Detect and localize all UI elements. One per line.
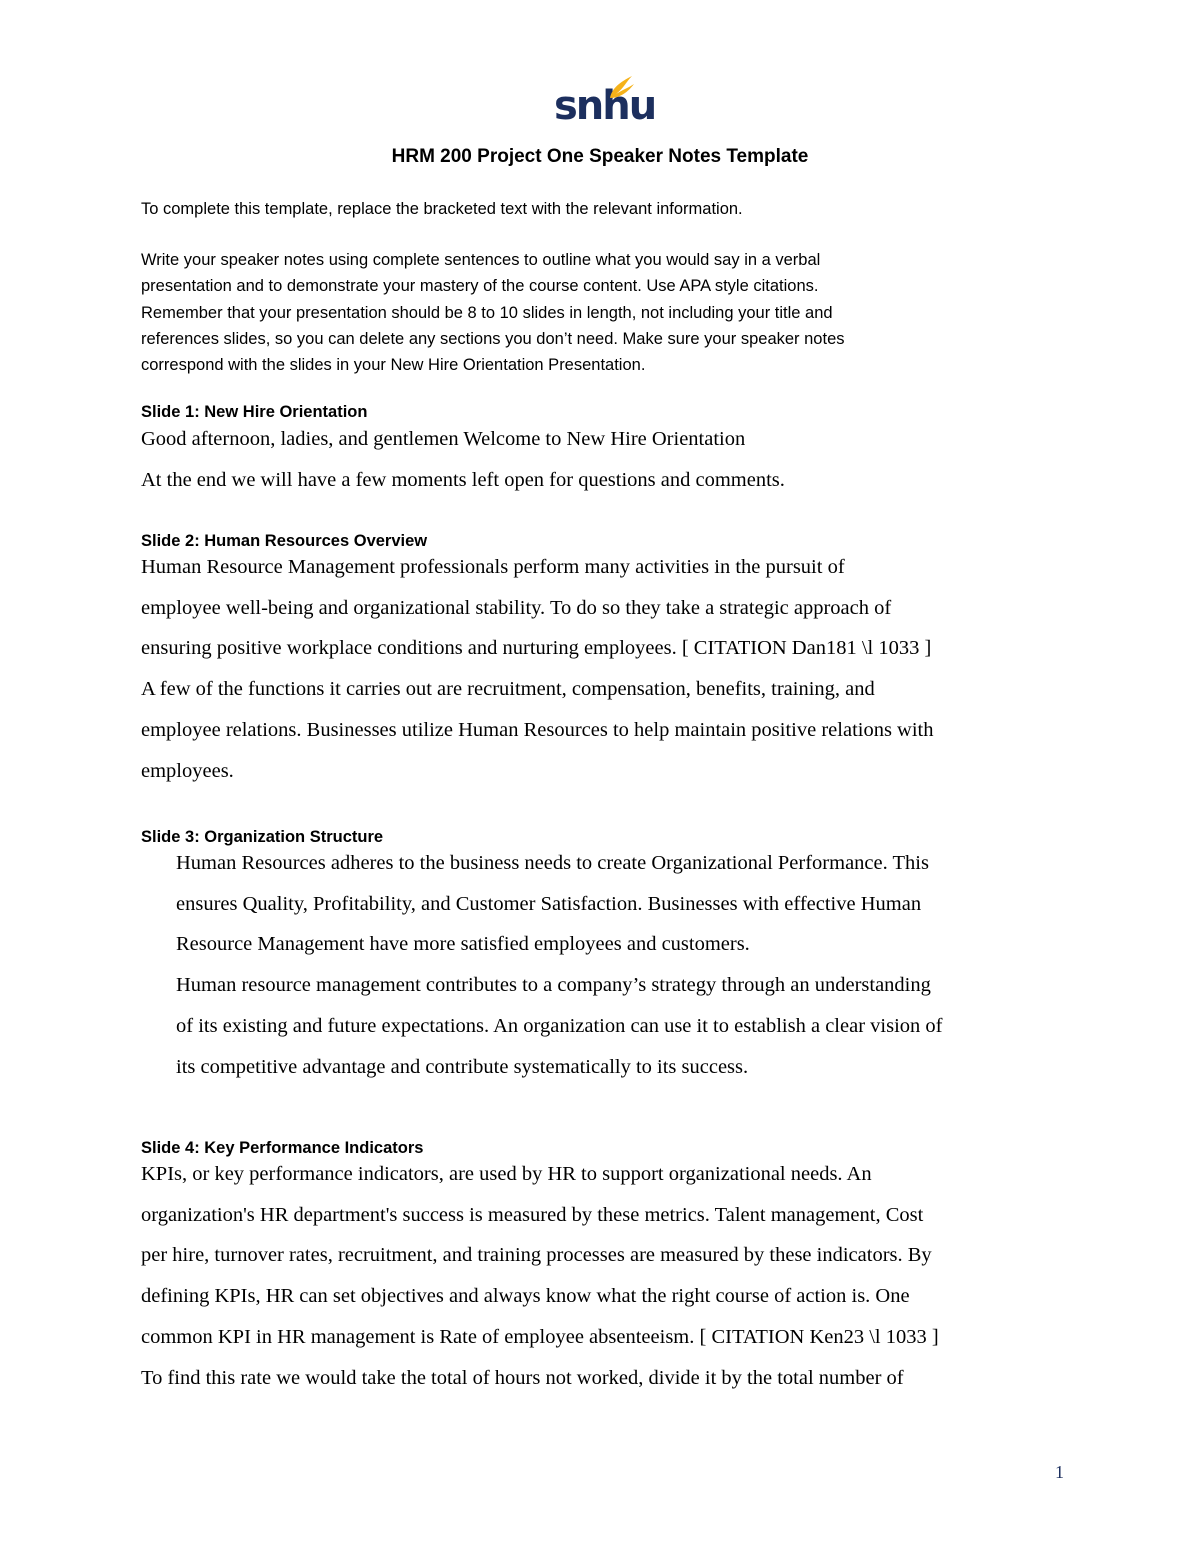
slide-4-notes xyxy=(141,1154,1071,1398)
notes-line: Good afternoon, ladies, and gentlemen Welcome to New Hire Orientation xyxy=(141,428,746,450)
slide-1-heading: Slide 1: New Hire Orientation xyxy=(141,403,368,421)
notes-line: Human resource management contributes to a company’s strategy through an understanding xyxy=(176,974,931,997)
instruction-text-line: references slides, so you can delete any sections you don’t need. Make sure your speaker notes xyxy=(141,329,845,348)
instruction-text-line: Write your speaker notes using complete sentences to outline what you would say in a verbal xyxy=(141,251,821,269)
notes-line: Human Resource Management professionals perform many activities in the pursuit of xyxy=(141,556,845,578)
page-number: 1 xyxy=(1055,1462,1064,1482)
slide-1-notes xyxy=(141,425,1071,453)
slide-4-heading: Slide 4: Key Performance Indicators xyxy=(141,1139,424,1157)
notes-line: employee relations. Businesses utilize Human Resources to help maintain positive relations with xyxy=(141,718,934,741)
notes-line: employee well-being and organizational stability. To do so they take a strategic approach of xyxy=(141,596,892,619)
notes-line: organization's HR department's success is measured by these metrics. Talent management, Cost xyxy=(141,1203,924,1226)
notes-line: per hire, turnover rates, recruitment, and training processes are measured by these indicators. By xyxy=(141,1244,932,1267)
instruction-line: To complete this template, replace the bracketed text with the relevant information. xyxy=(141,200,743,218)
notes-line: To find this rate we would take the total of hours not worked, divide it by the total number of xyxy=(141,1366,904,1389)
instruction-text-line: correspond with the slides in your New Hire Orientation Presentation. xyxy=(141,356,646,375)
slide-2-heading: Slide 2: Human Resources Overview xyxy=(141,532,428,550)
notes-line: common KPI in HR management is Rate of employee absenteeism. [ CITATION Ken23 \l 1033 ] xyxy=(141,1325,939,1348)
notes-line: ensuring positive workplace conditions and nurturing employees. [ CITATION Dan181 \l 1033 ] xyxy=(141,637,932,660)
snhu-logo xyxy=(554,74,656,132)
instruction-text-line: presentation and to demonstrate your mastery of the course content. Use APA style citations. xyxy=(141,277,819,296)
logo-wordmark: snhu xyxy=(554,83,656,129)
notes-line: defining KPIs, HR can set objectives and always know what the right course of action is. One xyxy=(141,1285,910,1308)
notes-line: Human Resources adheres to the business needs to create Organizational Performance. This xyxy=(176,852,929,874)
slide-3-notes xyxy=(176,843,1076,1087)
page-title: HRM 200 Project One Speaker Notes Template xyxy=(391,146,809,167)
notes-line: of its existing and future expectations. An organization can use it to establish a clear vision of xyxy=(176,1014,943,1037)
slide-1-notes-2 xyxy=(141,466,1071,494)
instruction-paragraph xyxy=(141,247,1071,378)
instruction-text-line: Remember that your presentation should be 8 to 10 slides in length, not including your title and xyxy=(141,303,833,322)
notes-line: employees. xyxy=(141,759,234,782)
notes-line: its competitive advantage and contribute systematically to its success. xyxy=(176,1055,749,1078)
slide-2-notes xyxy=(141,547,1071,791)
notes-line: A few of the functions it carries out are recruitment, compensation, benefits, training, and xyxy=(141,678,875,701)
slide-3-heading: Slide 3: Organization Structure xyxy=(141,828,384,846)
notes-line: At the end we will have a few moments left open for questions and comments. xyxy=(141,469,785,491)
notes-line: Resource Management have more satisfied employees and customers. xyxy=(176,933,750,956)
flame-icon xyxy=(606,74,636,100)
notes-line: KPIs, or key performance indicators, are used by HR to support organizational needs. An xyxy=(141,1163,872,1185)
notes-line: ensures Quality, Profitability, and Customer Satisfaction. Businesses with effective Human xyxy=(176,892,922,915)
